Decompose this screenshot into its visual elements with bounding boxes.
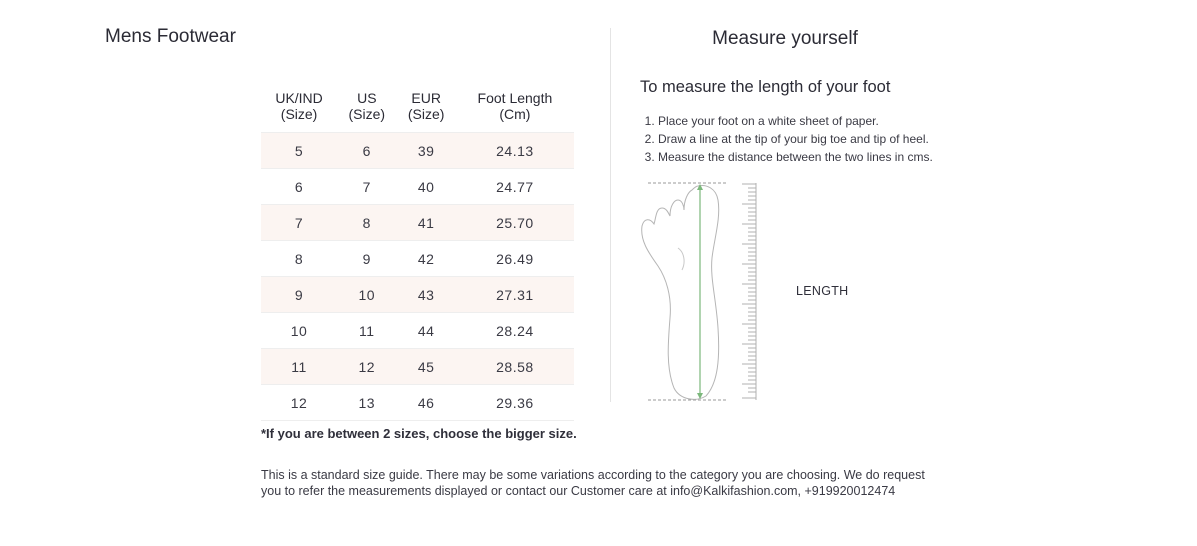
cell-uk-ind: 11: [261, 349, 337, 385]
table-row: [261, 169, 574, 205]
mens-footwear-title: Mens Footwear: [105, 26, 236, 47]
table-row: [261, 277, 574, 313]
cell-eur: 44: [396, 313, 455, 349]
cell-eur: 42: [396, 241, 455, 277]
arrow-up-icon: [697, 184, 703, 190]
header-uk-ind: UK/IND (Size): [261, 80, 337, 133]
header-foot-length: Foot Length (Cm): [456, 80, 574, 133]
size-chart-table: [261, 80, 574, 421]
table-row: [261, 385, 574, 421]
cell-us: 8: [337, 205, 396, 241]
list-item: 3. Measure the distance between the two lines in cms.: [658, 148, 933, 166]
table-row: [261, 133, 574, 169]
cell-uk-ind: 12: [261, 385, 337, 421]
cell-foot-length: 24.77: [456, 169, 574, 205]
cell-foot-length: 24.13: [456, 133, 574, 169]
cell-eur: 43: [396, 277, 455, 313]
cell-uk-ind: 10: [261, 313, 337, 349]
cell-foot-length: 26.49: [456, 241, 574, 277]
length-label: LENGTH: [796, 284, 849, 298]
foot-outline-icon: [642, 186, 719, 400]
cell-eur: 46: [396, 385, 455, 421]
cell-uk-ind: 8: [261, 241, 337, 277]
cell-foot-length: 28.58: [456, 349, 574, 385]
list-item: 2. Draw a line at the tip of your big toe and tip of heel.: [658, 130, 933, 148]
table-row: [261, 205, 574, 241]
cell-eur: 41: [396, 205, 455, 241]
cell-us: 9: [337, 241, 396, 277]
foot-arch-detail: [678, 248, 684, 270]
cell-eur: 39: [396, 133, 455, 169]
cell-foot-length: 29.36: [456, 385, 574, 421]
cell-uk-ind: 6: [261, 169, 337, 205]
cell-uk-ind: 7: [261, 205, 337, 241]
table-header-row: [261, 80, 574, 133]
ruler-icon: [742, 183, 756, 400]
cell-uk-ind: 5: [261, 133, 337, 169]
table-row: [261, 313, 574, 349]
measure-yourself-title: Measure yourself: [712, 28, 858, 49]
cell-us: 12: [337, 349, 396, 385]
size-guide-disclaimer: This is a standard size guide. There may be some variations according to the category you are choosing. We do request you to refer the measurements displayed or contact our Customer care at info@Kalkifashion.com, +919920012474: [261, 468, 925, 498]
column-divider: [610, 28, 611, 402]
measure-steps-list: [640, 112, 933, 166]
list-item: 1. Place your foot on a white sheet of paper.: [658, 112, 933, 130]
header-us: US (Size): [337, 80, 396, 133]
cell-foot-length: 28.24: [456, 313, 574, 349]
cell-uk-ind: 9: [261, 277, 337, 313]
size-note: *If you are between 2 sizes, choose the bigger size.: [261, 426, 577, 441]
foot-measurement-illustration: [636, 178, 766, 406]
cell-us: 7: [337, 169, 396, 205]
cell-eur: 45: [396, 349, 455, 385]
measure-heading: To measure the length of your foot: [640, 78, 891, 96]
cell-us: 13: [337, 385, 396, 421]
cell-us: 6: [337, 133, 396, 169]
cell-foot-length: 27.31: [456, 277, 574, 313]
table-row: [261, 349, 574, 385]
cell-eur: 40: [396, 169, 455, 205]
cell-us: 11: [337, 313, 396, 349]
header-eur: EUR (Size): [396, 80, 455, 133]
table-row: [261, 241, 574, 277]
cell-foot-length: 25.70: [456, 205, 574, 241]
cell-us: 10: [337, 277, 396, 313]
